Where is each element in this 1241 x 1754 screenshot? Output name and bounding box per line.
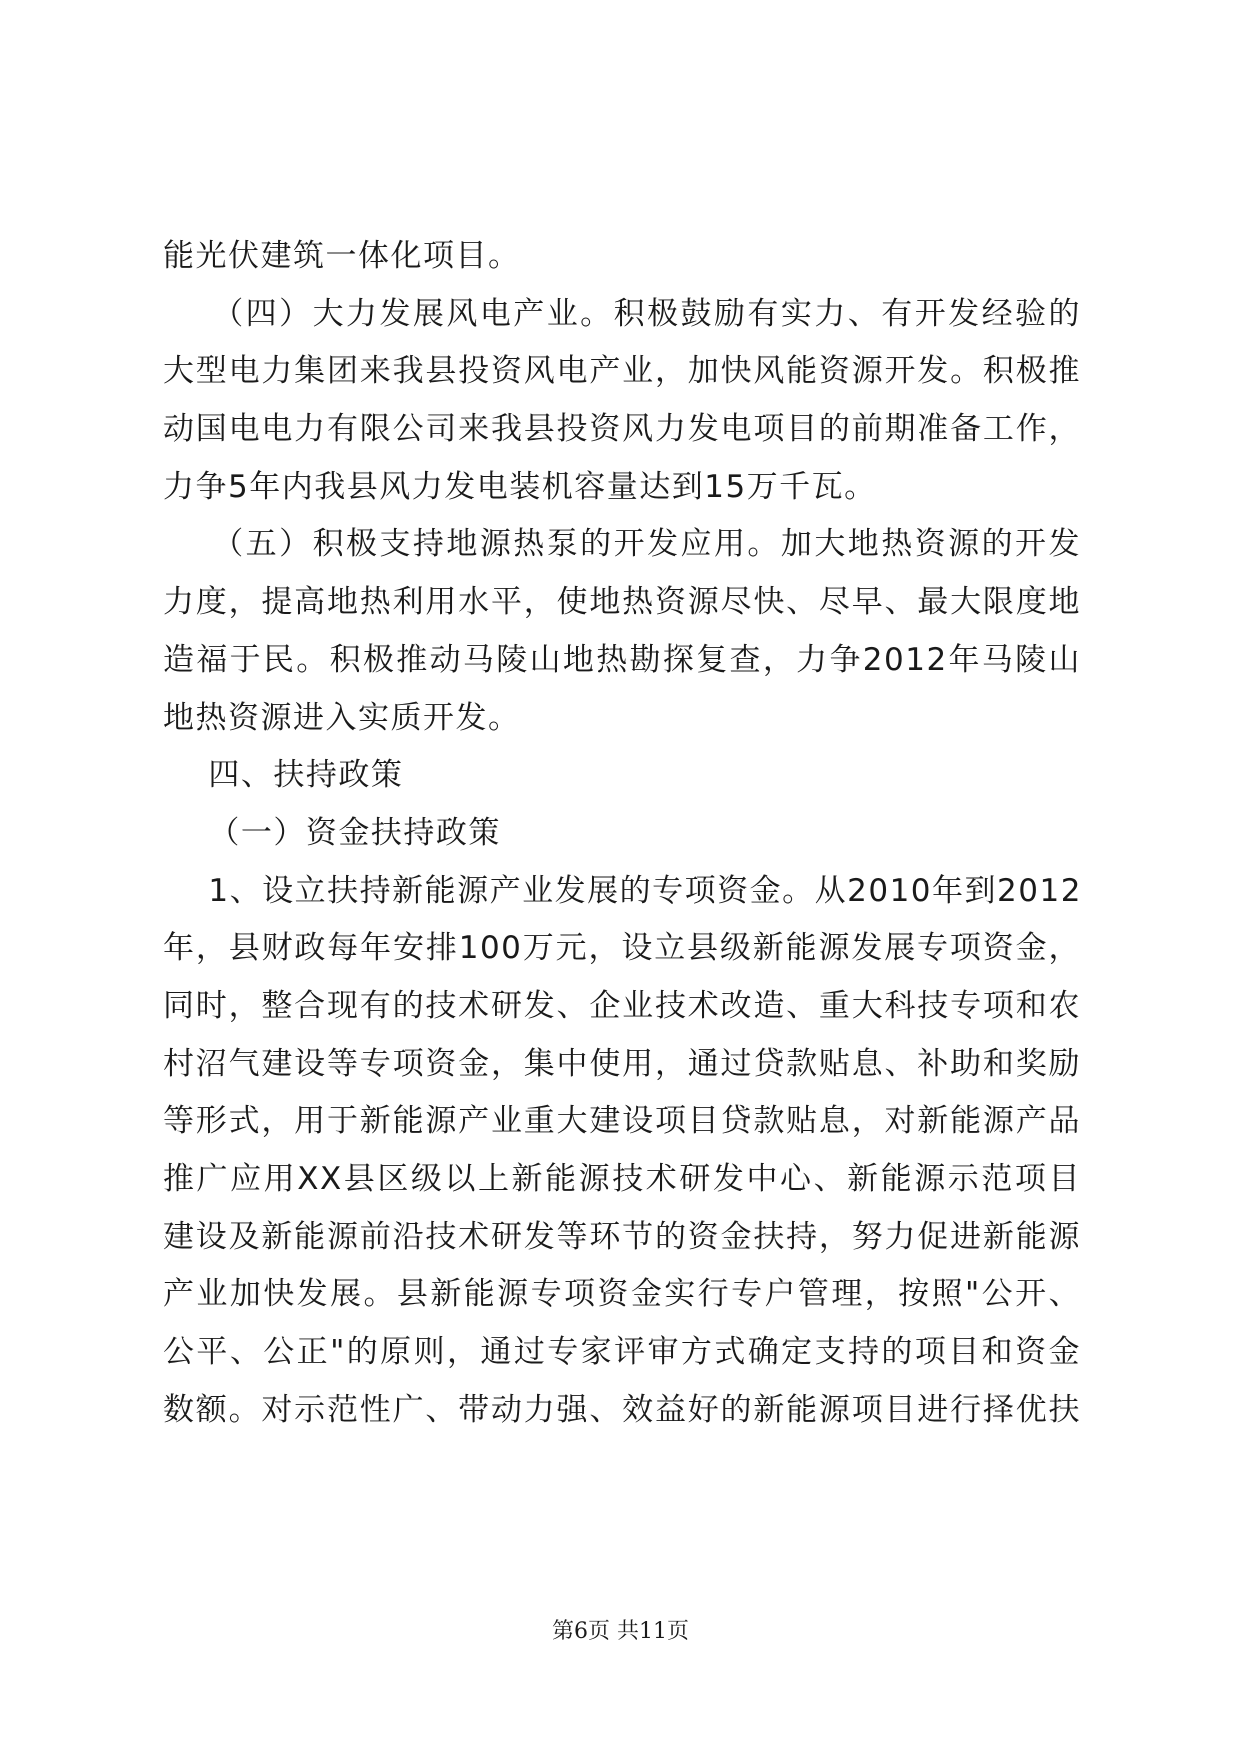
- text-line: 村沼气建设等专项资金，集中使用，通过贷款贴息、补助和奖励: [163, 1045, 1081, 1082]
- text-line: （四）大力发展风电产业。积极鼓励有实力、有开发经验的: [163, 295, 1081, 332]
- text-line: （五）积极支持地源热泵的开发应用。加大地热资源的开发: [163, 526, 1081, 563]
- document-body: [163, 228, 1081, 1439]
- text-line: 造福于民。积极推动马陵山地热勘探复查，力争2012年马陵山: [163, 641, 1081, 678]
- text-line: 1、设立扶持新能源产业发展的专项资金。从2010年到2012: [163, 872, 1082, 909]
- page-number-footer: 第6页 共11页: [552, 1619, 689, 1644]
- text-line: 等形式，用于新能源产业重大建设项目贷款贴息，对新能源产品: [163, 1103, 1081, 1140]
- text-line: 年，县财政每年安排100万元，设立县级新能源发展专项资金，: [163, 930, 1081, 967]
- text-line: 同时，整合现有的技术研发、企业技术改造、重大科技专项和农: [163, 987, 1081, 1024]
- text-line: 地热资源进入实质开发。: [163, 699, 521, 736]
- text-line: 建设及新能源前沿技术研发等环节的资金扶持，努力促进新能源: [163, 1218, 1081, 1255]
- section-heading: 四、扶持政策: [163, 757, 404, 794]
- subsection-heading: （一）资金扶持政策: [163, 814, 501, 851]
- text-line: 推广应用XX县区级以上新能源技术研发中心、新能源示范项目: [163, 1161, 1081, 1197]
- text-line: 动国电电力有限公司来我县投资风力发电项目的前期准备工作，: [163, 411, 1081, 448]
- text-line: 大型电力集团来我县投资风电产业，加快风能资源开发。积极推: [163, 353, 1081, 390]
- text-line: 产业加快发展。县新能源专项资金实行专户管理，按照"公开、: [163, 1276, 1081, 1313]
- text-line: 能光伏建筑一体化项目。: [163, 238, 521, 274]
- text-line: 数额。对示范性广、带动力强、效益好的新能源项目进行择优扶: [163, 1391, 1081, 1428]
- text-line: 力度，提高地热利用水平，使地热资源尽快、尽早、最大限度地: [163, 584, 1081, 621]
- text-line: 公平、公正"的原则，通过专家评审方式确定支持的项目和资金: [163, 1334, 1081, 1371]
- text-line: 力争5年内我县风力发电装机容量达到15万千瓦。: [163, 468, 877, 505]
